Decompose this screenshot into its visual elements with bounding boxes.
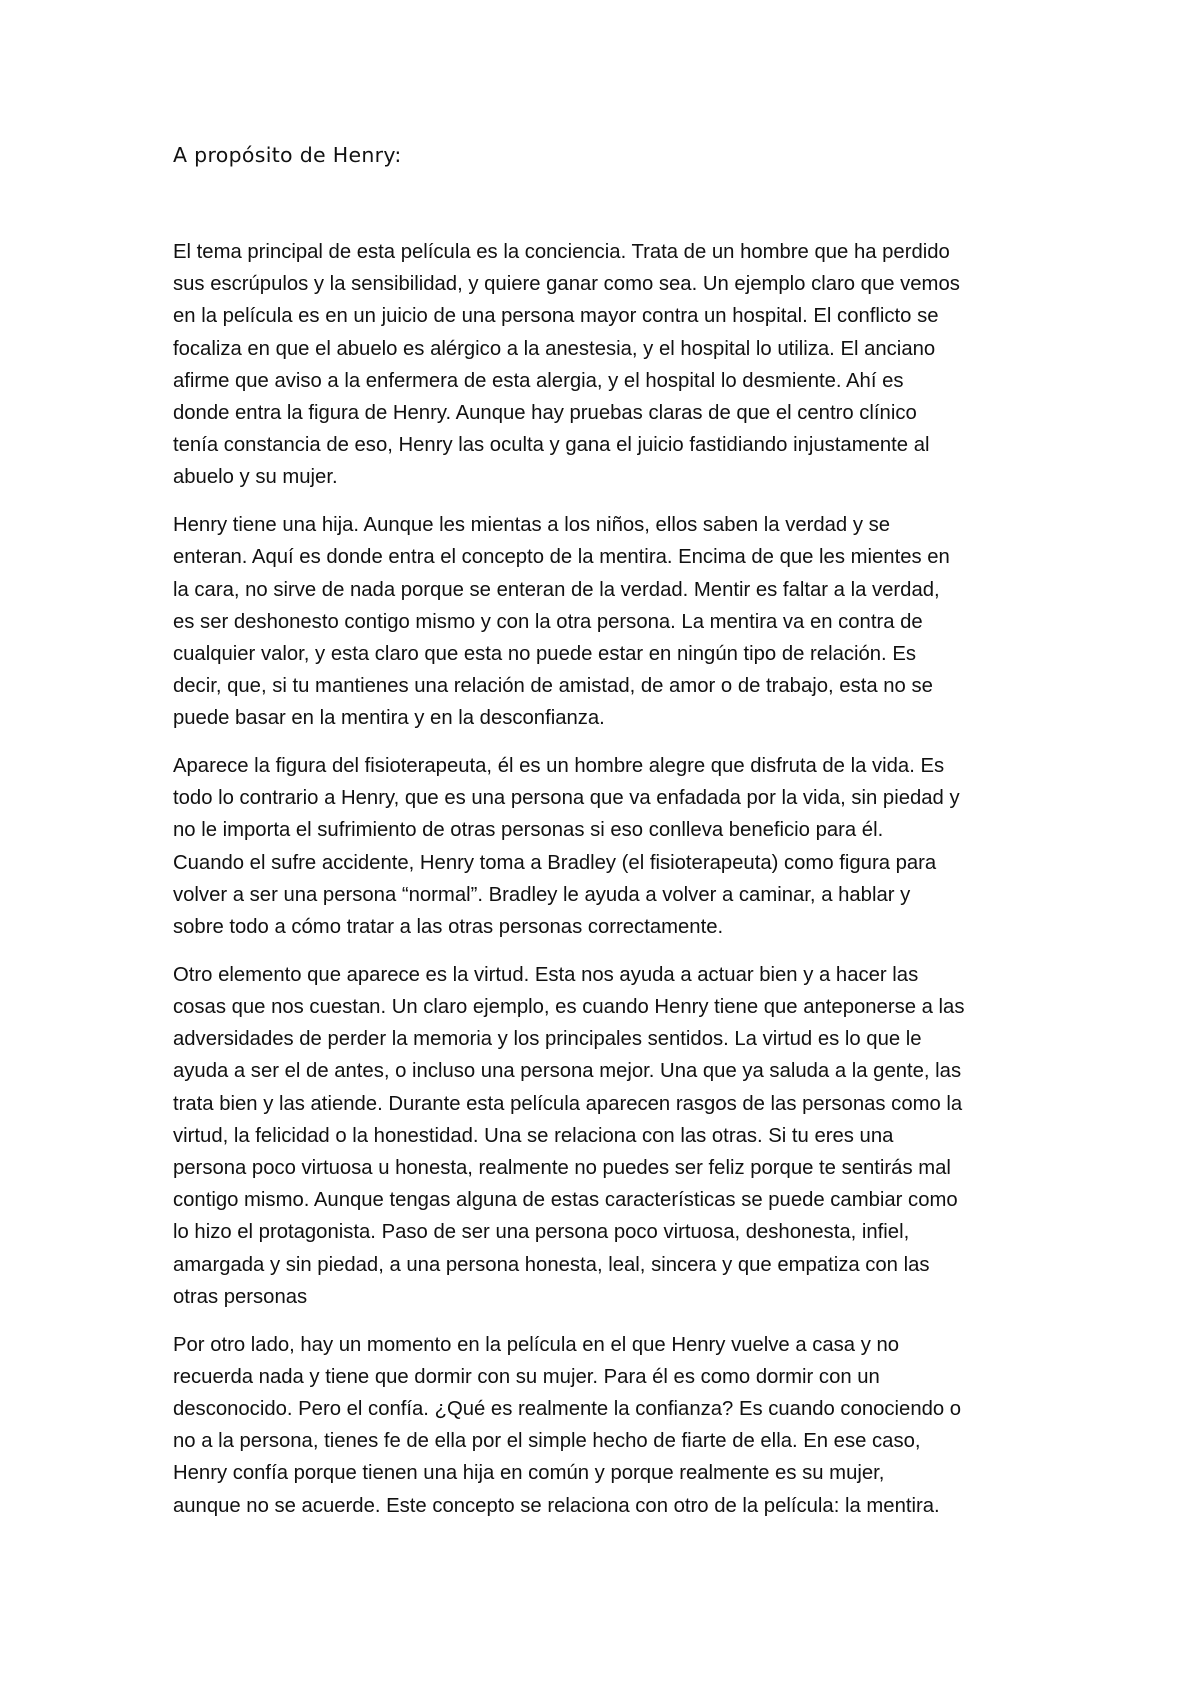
text-line: recuerda nada y tiene que dormir con su mujer. Para él es como dormir con un <box>173 1365 880 1388</box>
paragraph <box>173 1329 1053 1522</box>
text-line: es ser deshonesto contigo mismo y con la otra persona. La mentira va en contra de <box>173 610 923 633</box>
text-line: tenía constancia de eso, Henry las oculta y gana el juicio fastidiando injustamente al <box>173 434 930 457</box>
text-line: El tema principal de esta película es la conciencia. Trata de un hombre que ha perdido <box>173 241 950 263</box>
text-line: decir, que, si tu mantienes una relación de amistad, de amor o de trabajo, esta no se <box>173 675 933 698</box>
document-body <box>173 236 1053 1537</box>
text-line: Henry tiene una hija. Aunque les mientas a los niños, ellos saben la verdad y se <box>173 514 891 537</box>
text-line: Por otro lado, hay un momento en la película en el que Henry vuelve a casa y no <box>173 1333 900 1356</box>
text-line: enteran. Aquí es donde entra el concepto de la mentira. Encima de que les mientes en <box>173 546 950 569</box>
text-line: contigo mismo. Aunque tengas alguna de estas características se puede cambiar como <box>173 1189 958 1212</box>
paragraph <box>173 509 1053 734</box>
text-line: no a la persona, tienes fe de ella por el simple hecho de fiarte de ella. En ese caso, <box>173 1430 921 1453</box>
text-line: desconocido. Pero el confía. ¿Qué es realmente la confianza? Es cuando conociendo o <box>173 1397 962 1420</box>
text-line: amargada y sin piedad, a una persona honesta, leal, sincera y que empatiza con las <box>173 1253 930 1276</box>
text-line: en la película es en un juicio de una persona mayor contra un hospital. El conflicto se <box>173 305 939 328</box>
text-line: puede basar en la mentira y en la desconfianza. <box>173 707 605 730</box>
text-line: donde entra la figura de Henry. Aunque hay pruebas claras de que el centro clínico <box>173 402 917 425</box>
text-line: virtud, la felicidad o la honestidad. Una se relaciona con las otras. Si tu eres una <box>173 1124 894 1147</box>
document-title: A propósito de Henry: <box>173 143 402 167</box>
text-line: focaliza en que el abuelo es alérgico a la anestesia, y el hospital lo utiliza. El anciano <box>173 337 936 360</box>
text-line: Henry confía porque tienen una hija en común y porque realmente es su mujer, <box>173 1462 885 1485</box>
text-line: sobre todo a cómo tratar a las otras personas correctamente. <box>173 916 724 939</box>
text-line: persona poco virtuosa u honesta, realmente no puedes ser feliz porque te sentirás mal <box>173 1156 951 1179</box>
paragraph <box>173 236 1053 494</box>
paragraph <box>173 750 1053 943</box>
text-line: sus escrúpulos y la sensibilidad, y quiere ganar como sea. Un ejemplo claro que vemos <box>173 273 960 296</box>
text-line: cosas que nos cuestan. Un claro ejemplo, es cuando Henry tiene que anteponerse a las <box>173 995 965 1018</box>
text-line: la cara, no sirve de nada porque se enteran de la verdad. Mentir es faltar a la verdad, <box>173 578 940 601</box>
text-line: volver a ser una persona “normal”. Bradley le ayuda a volver a caminar, a hablar y <box>173 883 911 906</box>
text-line: aunque no se acuerde. Este concepto se relaciona con otro de la película: la mentira. <box>173 1494 940 1517</box>
paragraph <box>173 959 1053 1313</box>
text-line: trata bien y las atiende. Durante esta película aparecen rasgos de las personas como la <box>173 1092 963 1115</box>
text-line: lo hizo el protagonista. Paso de ser una persona poco virtuosa, deshonesta, infiel, <box>173 1221 910 1244</box>
text-line: Cuando el sufre accidente, Henry toma a Bradley (el fisioterapeuta) como figura para <box>173 851 937 874</box>
text-line: cualquier valor, y esta claro que esta no puede estar en ningún tipo de relación. Es <box>173 642 916 665</box>
text-line: ayuda a ser el de antes, o incluso una persona mejor. Una que ya saluda a la gente, las <box>173 1060 962 1083</box>
text-line: abuelo y su mujer. <box>173 466 338 489</box>
text-line: Aparece la figura del fisioterapeuta, él es un hombre alegre que disfruta de la vida. Es <box>173 755 945 778</box>
text-line: afirme que aviso a la enfermera de esta alergia, y el hospital lo desmiente. Ahí es <box>173 369 904 392</box>
text-line: otras personas <box>173 1285 308 1308</box>
text-line: no le importa el sufrimiento de otras personas si eso conlleva beneficio para él. <box>173 819 884 842</box>
text-line: Otro elemento que aparece es la virtud. Esta nos ayuda a actuar bien y a hacer las <box>173 963 919 986</box>
text-line: todo lo contrario a Henry, que es una persona que va enfadada por la vida, sin piedad y <box>173 787 960 810</box>
text-line: adversidades de perder la memoria y los principales sentidos. La virtud es lo que le <box>173 1028 922 1051</box>
